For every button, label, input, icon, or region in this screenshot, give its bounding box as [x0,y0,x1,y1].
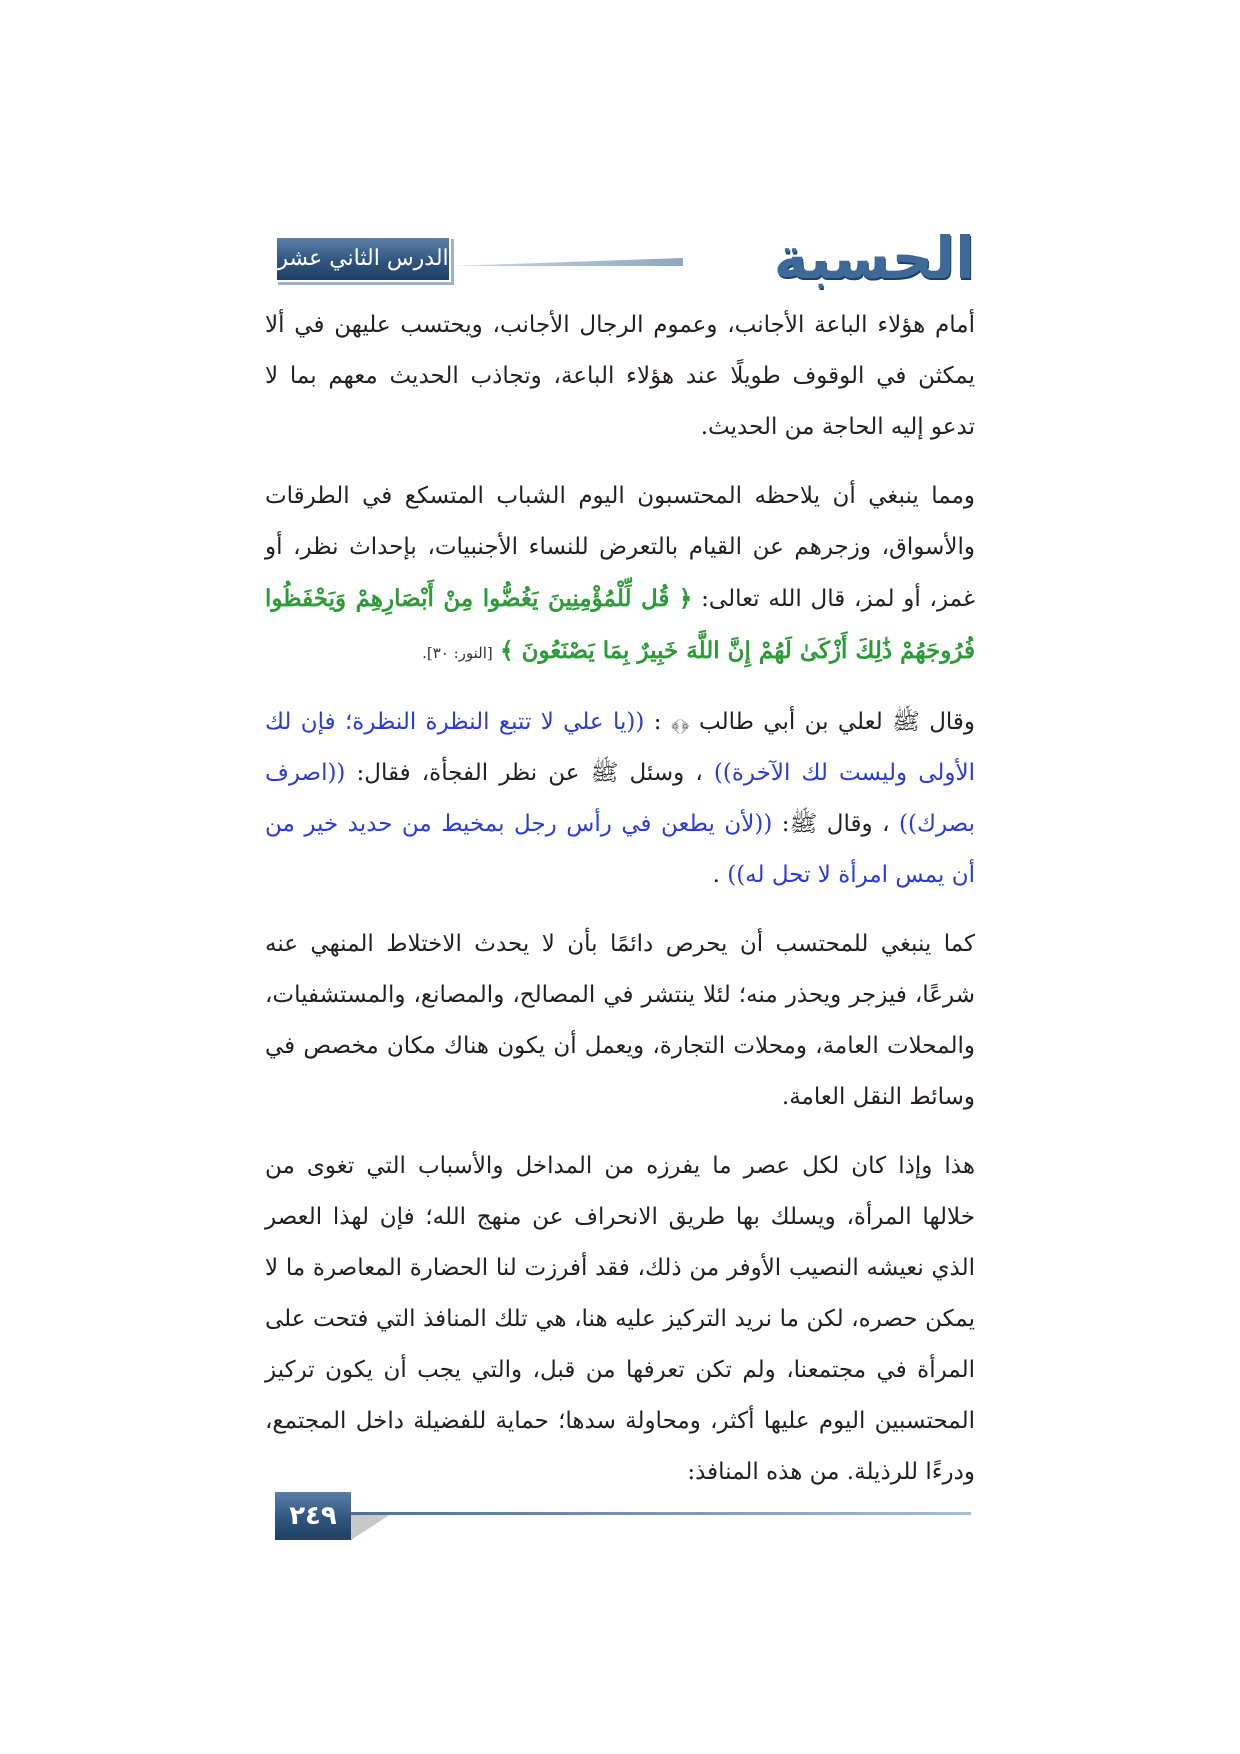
verse-reference: [النور: ٣٠]. [422,644,493,662]
lesson-tab: الدرس الثاني عشر [275,236,451,282]
page-number: ٢٤٩ [275,1492,351,1540]
quran-verse: ﴿ قُل لِّلْمُؤْمِنِينَ يَغُضُّوا مِنْ أَبْصَارِهِمْ وَيَحْفَظُوا فُرُوجَهُمْ ذَٰلِكَ أَزْكَىٰ لَهُمْ إِنَّ اللَّهَ خَبِيرٌ بِمَا يَصْنَعُونَ ﴾ [265,585,975,664]
body-text [265,300,975,1516]
paragraph-3 [265,697,975,901]
honorific-symbol: ﴿﴾ [670,709,690,735]
hadith-quote-2: ((اصرف بصرك)) [265,760,975,837]
paragraph-4: كما ينبغي للمحتسب أن يحرص دائمًا بأن لا يحدث الاختلاط المنهي عنه شرعًا، فيزجر ويحذر منه؛ لئلا ينتشر في المصالح، والمصانع، والمستشفيات، والمحلات العامة، ومحلات التجارة، ويعمل أن يكون هناك مكان مخصص في وسائط النقل العامة. [265,931,975,1110]
paragraph-5: هذا وإذا كان لكل عصر ما يفرزه من المداخل والأسباب التي تغوى من خلالها المرأة، ويسلك بها طريق الانحراف عن منهج الله؛ فإن لهذا العصر الذي نعيشه النصيب الأوفر من ذلك، فقد أفرزت لنا الحضارة المعاصرة ما لا يمكن حصره، لكن ما نريد التركيز عليه هنا، هي تلك المنافذ التي فتحت على المرأة في مجتمعنا، ولم تكن تعرفها من قبل، والتي يجب أن يكون تركيز المحتسبين اليوم عليها أكثر، ومحاولة سدها؛ حماية للفضيلة داخل المجتمع، ودرءًا للرذيلة. من هذه المنافذ: [265,1153,975,1485]
footer-divider [351,1512,971,1515]
paragraph-2 [265,471,975,679]
paragraph-2-intro: ومما ينبغي أن يلاحظه المحتسبون اليوم الشباب المتسكع في الطرقات والأسواق، وزجرهم عن القيام بالتعرض للنساء الأجنبيات، بإحداث نظر، أو غمز، أو لمز، قال الله تعالى: [265,483,975,612]
hadith-connector-1: ، وسئل ﷺ عن نظر الفجأة، فقال: [345,760,703,786]
hadith-intro: وقال ﷺ لعلي بن أبي طالب [689,709,976,735]
page-header [275,224,975,292]
paragraph-1: أمام هؤلاء الباعة الأجانب، وعموم الرجال الأجانب، ويحتسب عليهن في ألا يمكثن في الوقوف طويلًا عند هؤلاء الباعة، وتجاذب الحديث معهم بما لا تدعو إليه الحاجة من الحديث. [265,312,975,440]
hadith-quote-3: ((لأن يطعن في رأس رجل بمخيط من حديد خير من أن يمس امرأة لا تحل له)) [265,811,975,888]
hadith-connector-2: ، وقال ﷺ: [772,811,890,837]
page-title: الحسبة [773,224,975,292]
footer-shadow [351,1514,391,1540]
hadith-colon: : [644,709,662,735]
page-footer [275,1492,975,1544]
hadith-quote-1: ((يا علي لا تتبع النظرة النظرة؛ فإن لك الأولى وليست لك الآخرة)) [265,709,976,786]
hadith-end: . [712,862,720,888]
header-divider [453,258,683,266]
